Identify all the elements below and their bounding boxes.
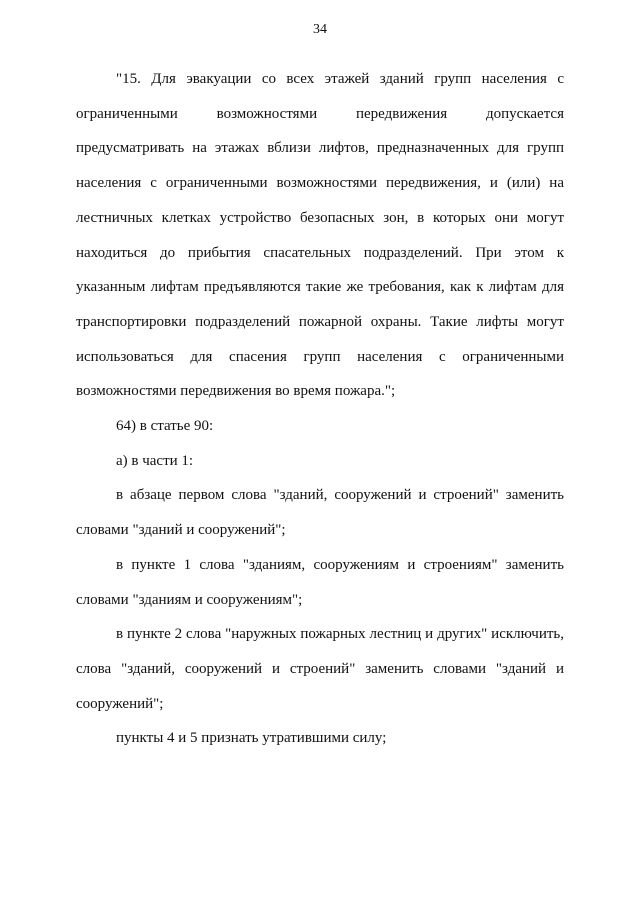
paragraph-first-abzac: в абзаце первом слова "зданий, сооружений и строений" заменить словами "зданий и сооружений"; xyxy=(76,487,564,539)
paragraph-article-15: "15. Для эвакуации со всех этажей зданий групп населения с ограниченными возможностями передвижения допускается предусматривать на этажах вблизи лифтов, предназначенных для групп населения с ограниченными возможностями передвижения, и (или) на лестничных клетках устройство безопасных зон, в которых они могут находиться до прибытия спасательных подразделений. При этом к указанным лифтам предъявляются такие же требования, как к лифтам для транспортировки подразделений пожарной охраны. Такие лифты могут использоваться для спасения групп населения с ограниченными возможностями передвижения во время пожара."; xyxy=(76,71,564,400)
paragraph-subitem-a: а) в части 1: xyxy=(116,452,194,469)
paragraph-point-2: в пункте 2 слова "наружных пожарных лестниц и других" исключить, слова "зданий, сооружений и строений" заменить словами "зданий и сооружений"; xyxy=(76,626,564,712)
document-body xyxy=(76,62,564,756)
paragraph-points-4-5: пункты 4 и 5 признать утратившими силу; xyxy=(116,730,387,747)
page-number: 34 xyxy=(313,22,327,37)
paragraph-item-64: 64) в статье 90: xyxy=(116,418,214,435)
paragraph-point-1: в пункте 1 слова "зданиям, сооружениям и строениям" заменить словами "зданиям и сооружениям"; xyxy=(76,556,564,608)
